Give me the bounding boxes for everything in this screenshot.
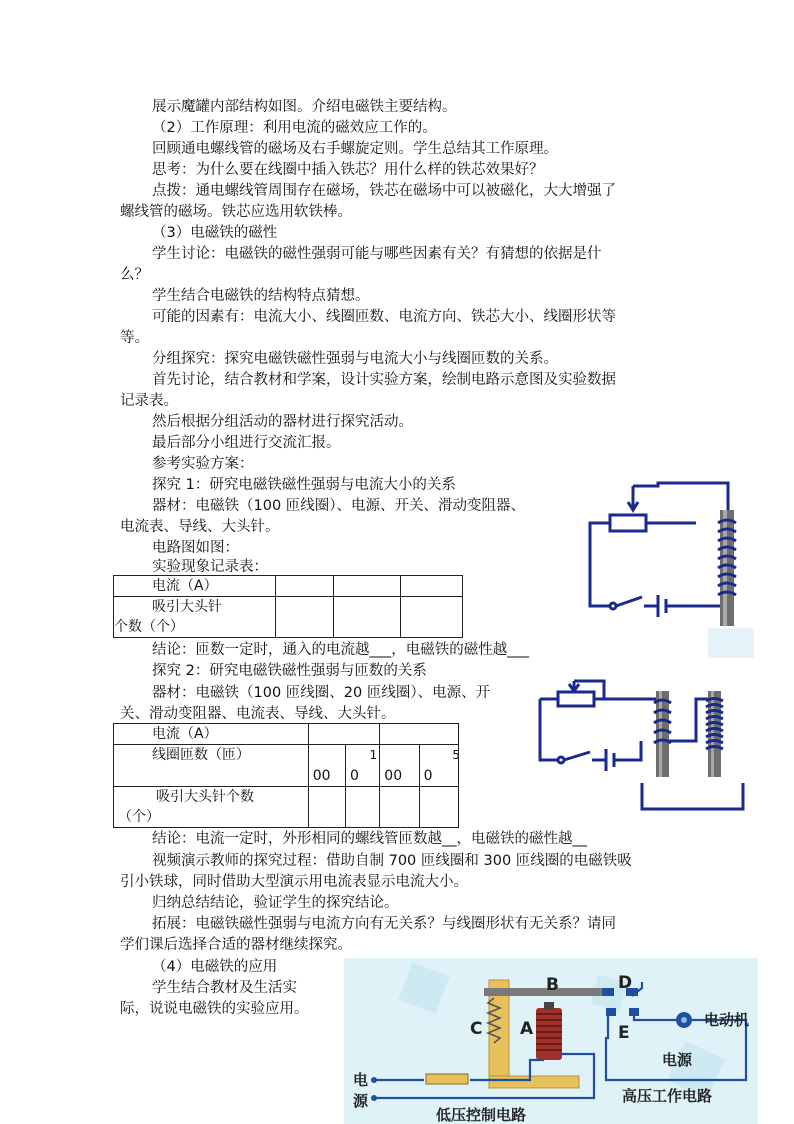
label-low-circuit: 低压控制电路 [436, 1106, 527, 1124]
table-cell [308, 787, 345, 828]
cell-text: 个数（个） [114, 619, 184, 635]
table-cell [380, 724, 459, 745]
text-line: （2）工作原理：利用电流的磁效应工作的。 [152, 120, 437, 136]
table-cell [276, 597, 334, 638]
text-line: 回顾通电螺线管的磁场及右手螺旋定则。学生总结其工作原理。 [152, 141, 558, 157]
relay-diagram [344, 958, 758, 1124]
circuit-diagram-1 [588, 478, 758, 658]
text-line: 探究 2：研究电磁铁磁性强弱与匝数的关系 [152, 663, 427, 679]
table-cell: 00 [380, 745, 419, 787]
switch-lever [564, 752, 590, 760]
text-line: 际，说说电磁铁的实验应用。 [120, 1001, 309, 1017]
table-cell: 00 [308, 745, 345, 787]
label-d: D [618, 973, 633, 993]
control-switch [426, 1074, 468, 1084]
text-line: 视频演示教师的探究过程：借助自制 700 匝线圈和 300 匝线圈的电磁铁吸 [152, 853, 632, 869]
cell-text: 吸引大头针 [152, 599, 222, 615]
cell-text: 吸引大头针个数 [156, 789, 254, 805]
table-cell [401, 576, 463, 597]
text-line: 螺线管的磁场。铁芯应选用软铁棒。 [120, 204, 352, 220]
record-table-1 [113, 575, 463, 638]
figure-background-patch [708, 628, 754, 658]
table-cell [114, 787, 309, 828]
label-b: B [546, 975, 559, 995]
cell-text: 1 [369, 748, 378, 762]
contact-d [602, 988, 614, 996]
text-line: 最后部分小组进行交流汇报。 [152, 435, 341, 451]
label-source-left-2: 源 [353, 1092, 369, 1110]
switch-contact [610, 603, 616, 609]
text-line: 结论：匝数一定时，通入的电流越___，电磁铁的磁性越___ [152, 642, 529, 658]
text-line: 学们课后选择合适的器材继续探究。 [120, 937, 352, 953]
text-line: 电路图如图： [152, 540, 239, 556]
label-motor: 电动机 [704, 1011, 750, 1029]
electromagnet-a [536, 1008, 562, 1060]
text-line: 可能的因素有：电流大小、线圈匝数、电流方向、铁芯大小、线圈形状等 [152, 309, 616, 325]
text-line: 等。 [120, 330, 149, 346]
text-line: 结论：电流一定时，外形相同的螺线管匝数越__，电磁铁的磁性越__ [152, 831, 587, 847]
section-heading: （4）电磁铁的应用 [152, 959, 278, 975]
iron-core-left [656, 691, 669, 777]
table-cell: 电流（A） [114, 576, 276, 597]
table-cell [419, 787, 458, 828]
table-cell [401, 597, 463, 638]
text-line: 然后根据分组活动的器材进行探究活动。 [152, 414, 413, 430]
text-line: 器材：电磁铁（100 匝线圈、20 匝线圈）、电源、开 [152, 685, 491, 701]
text-line: 学生讨论：电磁铁的磁性强弱可能与哪些因素有关？有猜想的依据是什 [152, 246, 602, 262]
label-a: A [520, 1019, 534, 1039]
table-cell [114, 597, 276, 638]
label-e: E [618, 1023, 630, 1043]
text-line: 点拨：通电螺线管周围存在磁场，铁芯在磁场中可以被磁化，大大增强了 [152, 183, 616, 199]
label-high-circuit: 高压工作电路 [622, 1087, 713, 1105]
rheostat-resistor [558, 692, 594, 706]
text-line: 归纳总结结论，验证学生的探究结论。 [152, 895, 399, 911]
table-cell [333, 576, 400, 597]
text-line: 学生结合电磁铁的结构特点猜想。 [152, 288, 370, 304]
text-line: 展示魔罐内部结构如图。介绍电磁铁主要结构。 [152, 99, 457, 115]
circuit-diagram-2 [538, 683, 748, 813]
switch-lever [616, 597, 642, 606]
table-cell: 电流（A） [114, 724, 309, 745]
text-line: 么？ [120, 267, 149, 283]
table-cell [380, 787, 419, 828]
text-line: 探究 1：研究电磁铁磁性强弱与电流大小的关系 [152, 477, 456, 493]
text-line: 记录表。 [120, 393, 178, 409]
table-cell [346, 787, 380, 828]
cell-text: 0 [423, 768, 433, 784]
cell-text: （个） [118, 809, 160, 825]
section-heading: （3）电磁铁的磁性 [152, 225, 278, 241]
table-cell [333, 597, 400, 638]
switch-contact [558, 757, 564, 763]
label-source-right: 电源 [662, 1051, 693, 1069]
text-line: 实验现象记录表： [152, 559, 268, 575]
text-line: 电流表、导线、大头针。 [120, 519, 280, 535]
text-line: 分组探究：探究电磁铁磁性强弱与电流大小与线圈匝数的关系。 [152, 351, 558, 367]
text-line: 思考：为什么要在线圈中插入铁芯？用什么样的铁芯效果好？ [152, 162, 544, 178]
cell-text: 5 [452, 748, 460, 762]
text-line: 拓展：电磁铁磁性强弱与电流方向有无关系？与线圈形状有无关系？请同 [152, 916, 616, 932]
table-cell [419, 745, 458, 787]
label-source-left-1: 电 [353, 1071, 369, 1089]
label-c: C [470, 1019, 483, 1039]
text-line: 参考实验方案： [152, 456, 254, 472]
cell-text: 0 [350, 768, 359, 784]
text-line: 关、滑动变阻器、电流表、导线、大头针。 [120, 706, 396, 722]
table-cell [276, 576, 334, 597]
text-line: 首先讨论，结合教材和学案，设计实验方案，绘制电路示意图及实验数据 [152, 372, 616, 388]
text-line: 学生结合教材及生活实 [152, 980, 297, 996]
contact-e [606, 1008, 616, 1016]
rheostat-resistor [610, 515, 646, 531]
table-cell [346, 745, 380, 787]
table-cell [308, 724, 380, 745]
text-line: 器材：电磁铁（100 匝线圈）、电源、开关、滑动变阻器、 [152, 498, 526, 514]
record-table-2 [113, 723, 459, 828]
text-line: 引小铁球，同时借助大型演示用电流表显示电流大小。 [120, 874, 468, 890]
table-cell: 线圈匝数（匝） [114, 745, 309, 787]
